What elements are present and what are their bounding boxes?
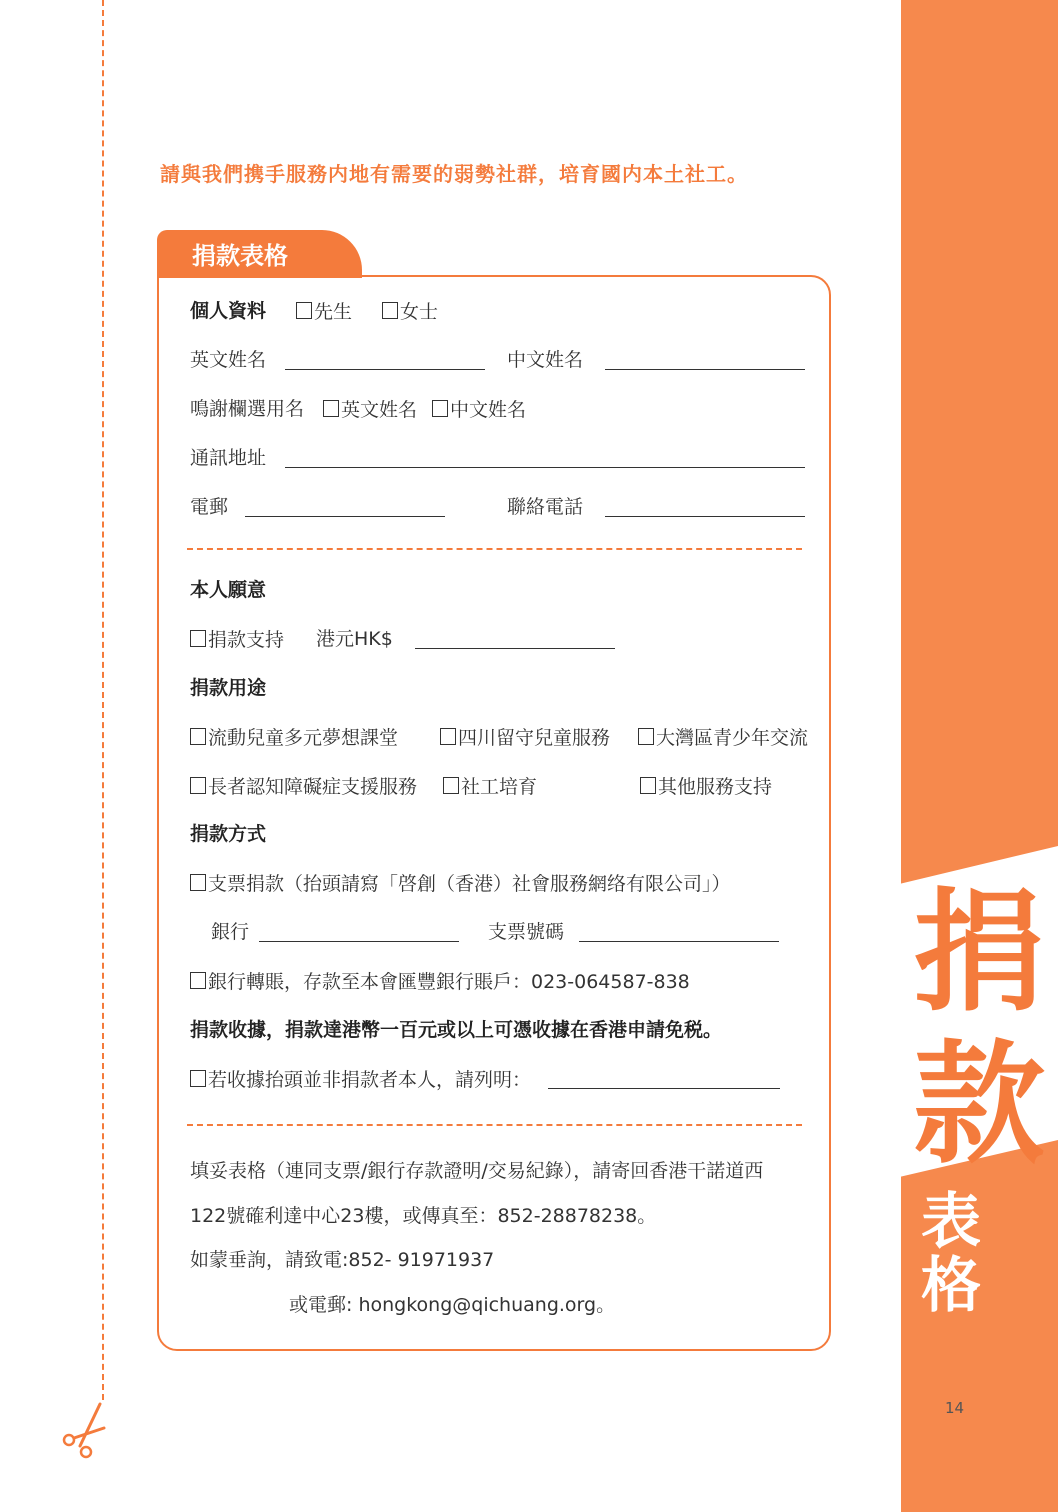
donation-heading: 本人願意 [190, 579, 267, 601]
small-char-1: 表 [921, 1187, 981, 1257]
english-name-label: 英文姓名 [190, 349, 267, 371]
acknowledgement-label: 鳴謝欄選用名 [190, 398, 305, 420]
purpose-option[interactable]: 四川留守兒童服務 [440, 728, 610, 748]
checkbox[interactable] [190, 777, 206, 794]
email-field[interactable] [245, 516, 445, 517]
purpose-option[interactable]: 大灣區青少年交流 [638, 728, 808, 748]
ack-chinese-option[interactable]: 中文姓名 [432, 400, 526, 420]
page-number: 14 [945, 1399, 965, 1417]
bank-label: 銀行 [211, 921, 250, 943]
chinese-name-field[interactable] [605, 369, 805, 370]
tagline: 請與我們携手服務内地有需要的弱勢社群，培育國内本土社工。 [160, 162, 748, 186]
email-label: 電郵 [190, 496, 229, 518]
chinese-name-label: 中文姓名 [507, 349, 584, 371]
purpose-option[interactable]: 社工培育 [443, 777, 537, 797]
footer-line-1: 填妥表格（連同支票/銀行存款證明/交易紀錄），請寄回香港干諾道西 [190, 1160, 764, 1182]
bank-field[interactable] [259, 941, 459, 942]
purpose-heading: 捐款用途 [190, 677, 267, 699]
checkbox[interactable] [190, 1070, 206, 1087]
checkbox[interactable] [190, 728, 206, 745]
checkbox[interactable] [640, 777, 656, 794]
checkbox[interactable] [190, 630, 206, 647]
phone-label: 聯絡電話 [507, 496, 584, 518]
checkbox[interactable] [443, 777, 459, 794]
small-char-2: 格 [921, 1251, 981, 1320]
receipt-other-option[interactable]: 若收據抬頭並非捐款者本人，請列明： [190, 1070, 531, 1090]
side-title [895, 840, 1058, 1320]
form-tab-title: 捐款表格 [192, 242, 288, 270]
purpose-option[interactable]: 長者認知障礙症支援服務 [190, 777, 417, 797]
checkbox[interactable] [296, 302, 312, 319]
currency-label: 港元HK$ [316, 628, 393, 650]
checkbox[interactable] [190, 874, 206, 891]
receipt-notice: 捐款收據，捐款達港幣一百元或以上可憑收據在香港申請免税。 [190, 1019, 723, 1041]
purpose-option[interactable]: 流動兒童多元夢想課堂 [190, 728, 398, 748]
method-heading: 捐款方式 [190, 823, 267, 845]
checkbox[interactable] [323, 400, 339, 417]
footer-line-4: 或電郵: hongkong@qichuang.org。 [289, 1294, 616, 1316]
footer-line-3: 如蒙垂詢，請致電:852- 91971937 [190, 1249, 495, 1271]
transfer-option[interactable]: 銀行轉賬，存款至本會匯豐銀行賬戶：023-064587-838 [190, 972, 690, 992]
ack-english-option[interactable]: 英文姓名 [323, 400, 417, 420]
purpose-option[interactable]: 其他服務支持 [640, 777, 772, 797]
personal-heading: 個人資料 [190, 300, 267, 322]
checkbox[interactable] [432, 400, 448, 417]
footer-line-2: 122號確利達中心23樓，或傳真至：852-28878238。 [190, 1205, 657, 1227]
title-mr-option[interactable]: 先生 [296, 302, 352, 322]
big-char-1: 捐 [913, 876, 1045, 1030]
receipt-name-field[interactable] [548, 1088, 780, 1089]
address-label: 通訊地址 [190, 447, 267, 469]
big-char-2: 款 [913, 1028, 1045, 1182]
form-tab [157, 230, 362, 278]
section-divider [187, 1124, 802, 1126]
english-name-field[interactable] [285, 369, 485, 370]
cheque-option[interactable]: 支票捐款（抬頭請寫「啓創（香港）社會服務網络有限公司」） [190, 874, 731, 894]
section-divider [187, 548, 802, 550]
cut-line [102, 0, 104, 1400]
cheque-no-field[interactable] [579, 941, 779, 942]
checkbox[interactable] [382, 302, 398, 319]
support-option[interactable]: 捐款支持 [190, 630, 284, 650]
amount-field[interactable] [415, 648, 615, 649]
scissors-icon [58, 1398, 108, 1462]
cheque-no-label: 支票號碼 [488, 921, 565, 943]
checkbox[interactable] [190, 972, 206, 989]
title-ms-option[interactable]: 女士 [382, 302, 438, 322]
donation-form [157, 275, 831, 1351]
phone-field[interactable] [605, 516, 805, 517]
checkbox[interactable] [440, 728, 456, 745]
checkbox[interactable] [638, 728, 654, 745]
address-field[interactable] [285, 467, 805, 468]
